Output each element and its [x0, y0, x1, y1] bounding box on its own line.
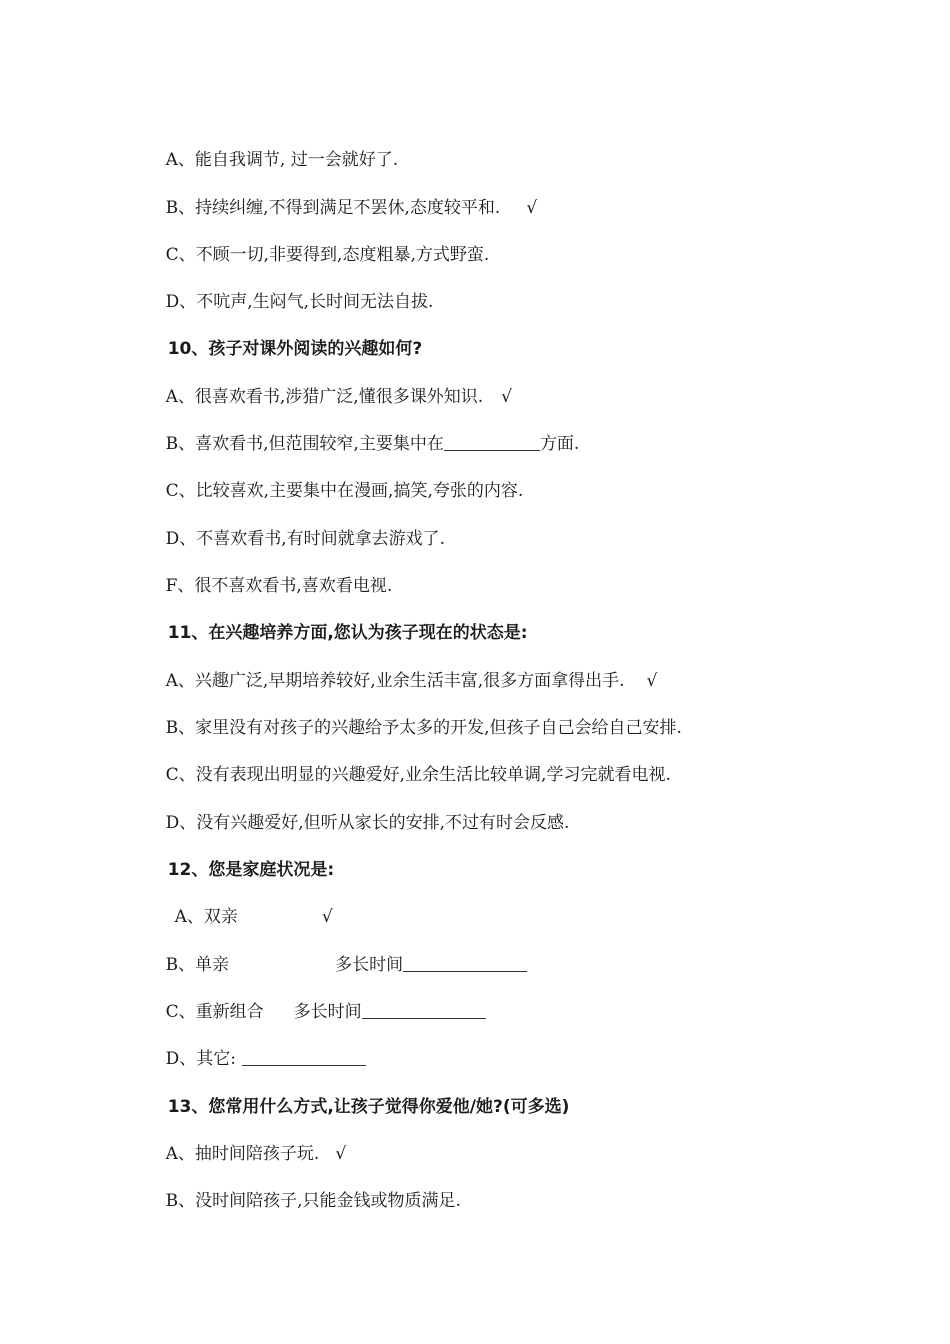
q13-option-b: B、没时间陪孩子,只能金钱或物质满足.	[165, 1191, 461, 1211]
q10-option-a: A、很喜欢看书,涉猎广泛,懂很多课外知识. √	[165, 387, 512, 407]
fill-in-blank	[362, 1000, 486, 1019]
q11-option-d: D、没有兴趣爱好,但听从家长的安排,不过有时会反感.	[165, 813, 570, 833]
q10-option-b: B、喜欢看书,但范围较窄,主要集中在 方面.	[165, 434, 580, 454]
check-mark: √	[646, 671, 658, 691]
check-mark: √	[335, 1144, 347, 1164]
q9-option-d: D、不吭声,生闷气,长时间无法自拔.	[165, 292, 434, 312]
q12-question: 12、您是家庭状况是:	[167, 860, 335, 880]
q13-option-a: A、抽时间陪孩子玩. √	[165, 1144, 347, 1164]
fill-in-blank	[242, 1047, 366, 1066]
q10-question: 10、孩子对课外阅读的兴趣如何?	[167, 339, 423, 359]
q10-option-d: D、不喜欢看书,有时间就拿去游戏了.	[165, 529, 446, 549]
q10-option-f: F、很不喜欢看书,喜欢看电视.	[165, 576, 393, 596]
q9-option-a: A、能自我调节, 过一会就好了.	[165, 150, 399, 170]
q12-option-d: D、其它:	[144, 1023, 366, 1095]
q11-option-a: A、兴趣广泛,早期培养较好,业余生活丰富,很多方面拿得出手. √	[165, 671, 658, 691]
q12-option-b: B、单亲 多长时间	[144, 929, 527, 1001]
q10-option-c: C、比较喜欢,主要集中在漫画,搞笑,夸张的内容.	[165, 481, 524, 501]
check-mark: √	[526, 198, 538, 218]
q11-question: 11、在兴趣培养方面,您认为孩子现在的状态是:	[167, 623, 528, 643]
q11-option-b: B、家里没有对孩子的兴趣给予太多的开发,但孩子自己会给自己安排.	[165, 718, 682, 738]
fill-in-blank	[403, 953, 527, 972]
q13-question: 13、您常用什么方式,让孩子觉得你爱他/她?(可多选)	[167, 1097, 570, 1117]
check-mark: √	[321, 907, 333, 927]
q9-option-c: C、不顾一切,非要得到,态度粗暴,方式野蛮.	[165, 245, 490, 265]
check-mark: √	[501, 387, 512, 407]
q12-option-a: A、双亲 √	[174, 907, 333, 927]
q12-option-c: C、重新组合 多长时间	[144, 976, 486, 1048]
q11-option-c: C、没有表现出明显的兴趣爱好,业余生活比较单调,学习完就看电视.	[165, 765, 671, 785]
fill-in-blank	[444, 432, 540, 451]
q9-option-b: B、持续纠缠,不得到满足不罢休,态度较平和. √	[165, 198, 538, 218]
